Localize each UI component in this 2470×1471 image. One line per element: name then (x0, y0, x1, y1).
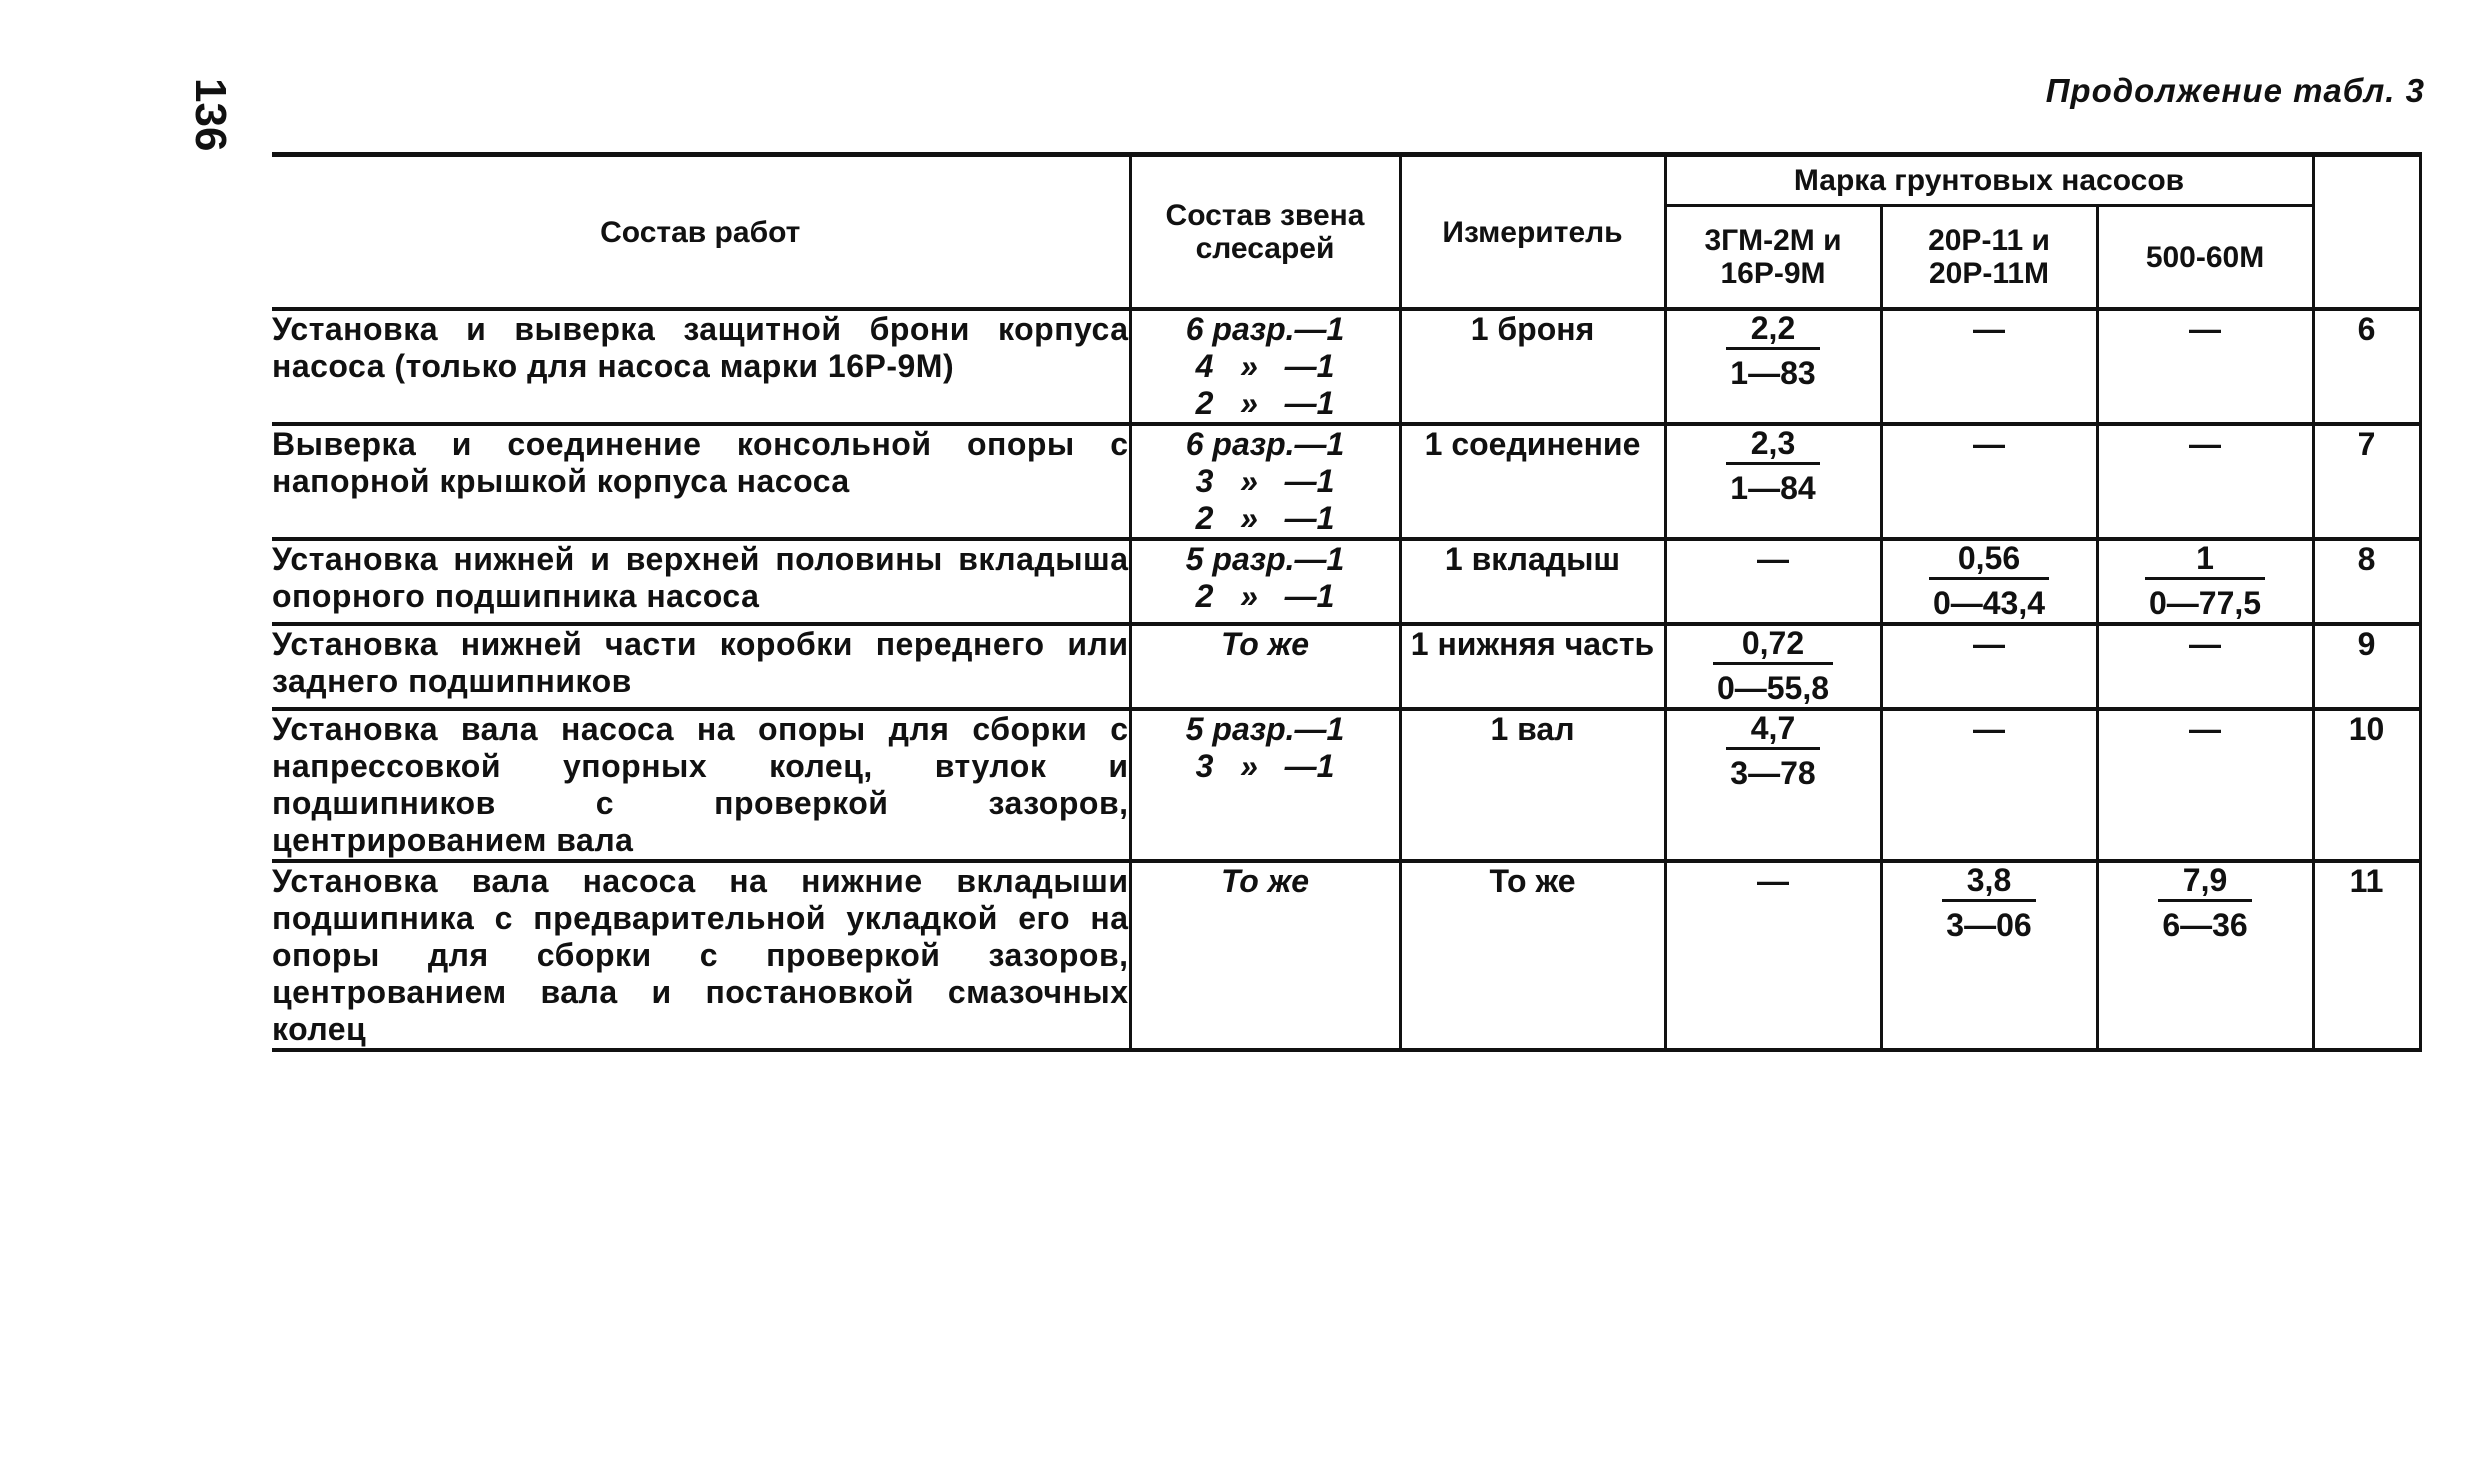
crew-composition (1130, 309, 1400, 424)
crew-line: То же (1220, 863, 1310, 899)
table-row (272, 539, 2420, 624)
norm-fraction (1726, 711, 1819, 790)
crew-line: 5 разр.—1 (1185, 711, 1345, 747)
unit-of-measure: 1 вал (1400, 709, 1665, 861)
unit-of-measure: 1 нижняя часть (1400, 624, 1665, 709)
crew-line: 6 разр.—1 (1185, 311, 1345, 347)
header-row-number (2313, 155, 2420, 310)
norm-time: 7,9 (2182, 862, 2228, 898)
empty-dash: — (1973, 311, 2005, 347)
empty-dash: — (2189, 426, 2222, 462)
norm-time: 2,3 (1750, 425, 1796, 461)
norm-time: 1 (2196, 540, 2214, 576)
norm-pump-3 (2097, 624, 2313, 709)
crew-line: 4 » —1 (1195, 348, 1335, 384)
norm-price: 3—06 (1942, 899, 2035, 942)
norm-pump-3 (2097, 309, 2313, 424)
page-number: 136 (186, 78, 235, 152)
norm-time: 2,2 (1750, 310, 1796, 346)
empty-dash: — (2189, 711, 2222, 747)
norm-price: 0—55,8 (1713, 662, 1833, 705)
norm-fraction (1929, 541, 2049, 620)
empty-dash: — (2189, 311, 2222, 347)
norm-pump-3 (2097, 424, 2313, 539)
table-continuation-caption: Продолжение табл. 3 (2045, 72, 2425, 109)
norm-pump-2 (1881, 309, 2097, 424)
table-row (272, 624, 2420, 709)
crew-line: 3 » —1 (1195, 748, 1335, 784)
row-number: 6 (2313, 309, 2420, 424)
row-number: 7 (2313, 424, 2420, 539)
table-body (272, 309, 2420, 1050)
norm-fraction (1942, 863, 2035, 942)
norm-price: 6—36 (2158, 899, 2251, 942)
norm-pump-2 (1881, 861, 2097, 1050)
work-description: Установка нижней и верхней половины вкладыша опорного подшипника насоса (272, 539, 1130, 624)
empty-dash: — (1973, 626, 2005, 662)
header-work: Состав работ (272, 155, 1130, 310)
row-number: 10 (2313, 709, 2420, 861)
header-pump-group: Марка грунтовых насосов (1665, 155, 2313, 206)
norm-pump-1 (1665, 861, 1881, 1050)
empty-dash: — (2189, 626, 2222, 662)
row-number: 8 (2313, 539, 2420, 624)
empty-dash: — (1757, 541, 1789, 577)
norm-fraction (2145, 541, 2265, 620)
unit-of-measure: То же (1400, 861, 1665, 1050)
unit-of-measure: 1 броня (1400, 309, 1665, 424)
norm-time: 0,72 (1741, 625, 1805, 661)
norm-fraction (1726, 311, 1819, 390)
norm-pump-1 (1665, 539, 1881, 624)
header-pump-1: 3ГМ-2М и 16Р-9М (1665, 206, 1881, 310)
norm-price: 1—84 (1726, 462, 1819, 505)
row-number: 9 (2313, 624, 2420, 709)
crew-composition (1130, 624, 1400, 709)
norm-pump-2 (1881, 424, 2097, 539)
row-number: 11 (2313, 861, 2420, 1050)
empty-dash: — (1757, 863, 1789, 899)
norm-pump-3 (2097, 709, 2313, 861)
work-description: Установка вала насоса на опоры для сборки с напрессовкой упорных колец, втулок и подшипников с проверкой зазоров, центрированием вала (272, 709, 1130, 861)
work-description: Установка и выверка защитной брони корпуса насоса (только для насоса марки 16Р-9М) (272, 309, 1130, 424)
crew-line: 5 разр.—1 (1185, 541, 1345, 577)
crew-composition (1130, 539, 1400, 624)
norm-time: 0,56 (1957, 540, 2021, 576)
norm-price: 1—83 (1726, 347, 1819, 390)
norm-pump-1 (1665, 309, 1881, 424)
crew-composition (1130, 861, 1400, 1050)
empty-dash: — (1973, 426, 2005, 462)
norm-price: 0—43,4 (1929, 577, 2049, 620)
header-unit: Измеритель (1400, 155, 1665, 310)
table-row (272, 309, 2420, 424)
norm-fraction (1726, 426, 1819, 505)
norm-time: 3,8 (1966, 862, 2012, 898)
crew-line: 2 » —1 (1195, 578, 1335, 614)
norm-fraction (1713, 626, 1833, 705)
crew-line: То же (1220, 626, 1310, 662)
crew-composition (1130, 709, 1400, 861)
work-description: Выверка и соединение консольной опоры с напорной крышкой корпуса насоса (272, 424, 1130, 539)
empty-dash: — (1973, 711, 2005, 747)
norm-pump-1 (1665, 624, 1881, 709)
norm-pump-1 (1665, 424, 1881, 539)
norm-pump-2 (1881, 709, 2097, 861)
norm-price: 3—78 (1726, 747, 1819, 790)
crew-composition (1130, 424, 1400, 539)
header-pump-2: 20Р-11 и 20Р-11М (1881, 206, 2097, 310)
crew-line: 6 разр.—1 (1185, 426, 1345, 462)
unit-of-measure: 1 вкладыш (1400, 539, 1665, 624)
norms-table (272, 152, 2422, 1052)
table-row (272, 709, 2420, 861)
norm-pump-2 (1881, 539, 2097, 624)
work-description: Установка нижней части коробки переднего или заднего подшипников (272, 624, 1130, 709)
norm-pump-2 (1881, 624, 2097, 709)
unit-of-measure: 1 соединение (1400, 424, 1665, 539)
crew-line: 2 » —1 (1195, 500, 1335, 536)
header-pump-3: 500-60М (2097, 206, 2313, 310)
norm-price: 0—77,5 (2145, 577, 2265, 620)
norm-pump-3 (2097, 539, 2313, 624)
crew-line: 2 » —1 (1195, 385, 1335, 421)
table-row (272, 861, 2420, 1050)
header-crew: Состав звена слесарей (1130, 155, 1400, 310)
work-description: Установка вала насоса на нижние вкладыши подшипника с предварительной укладкой его на опоры для сборки с проверкой зазоров, центрованием вала и постановкой смазочных колец (272, 861, 1130, 1050)
norm-fraction (2158, 863, 2251, 942)
norm-pump-3 (2097, 861, 2313, 1050)
crew-line: 3 » —1 (1195, 463, 1335, 499)
norm-time: 4,7 (1750, 710, 1796, 746)
table-row (272, 424, 2420, 539)
norm-pump-1 (1665, 709, 1881, 861)
